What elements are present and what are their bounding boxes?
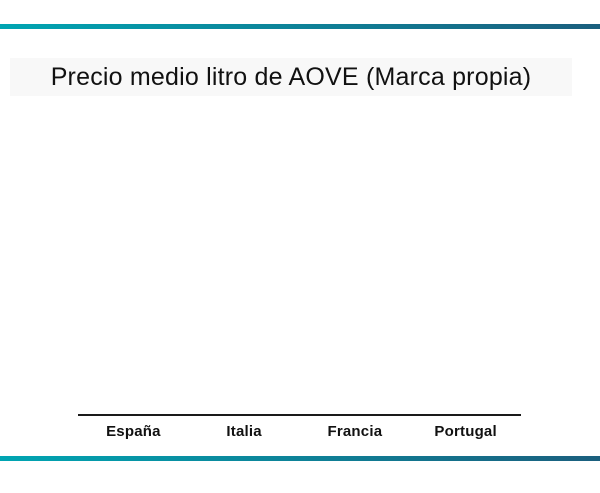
chart-title-band bbox=[10, 58, 572, 96]
chart-plot-area bbox=[78, 110, 521, 415]
x-axis-category-label-italia: Italia bbox=[226, 423, 262, 440]
x-axis-category-label-espana: España bbox=[106, 423, 161, 440]
bottom-accent-bar bbox=[0, 456, 600, 461]
chart-title: Precio medio litro de AOVE (Marca propia) bbox=[50, 62, 532, 91]
x-axis-line bbox=[78, 414, 521, 416]
top-accent-bar bbox=[0, 24, 600, 29]
x-axis-labels bbox=[78, 423, 521, 441]
x-axis-category-label-francia: Francia bbox=[327, 423, 383, 440]
x-axis-category-label-portugal: Portugal bbox=[434, 423, 497, 440]
